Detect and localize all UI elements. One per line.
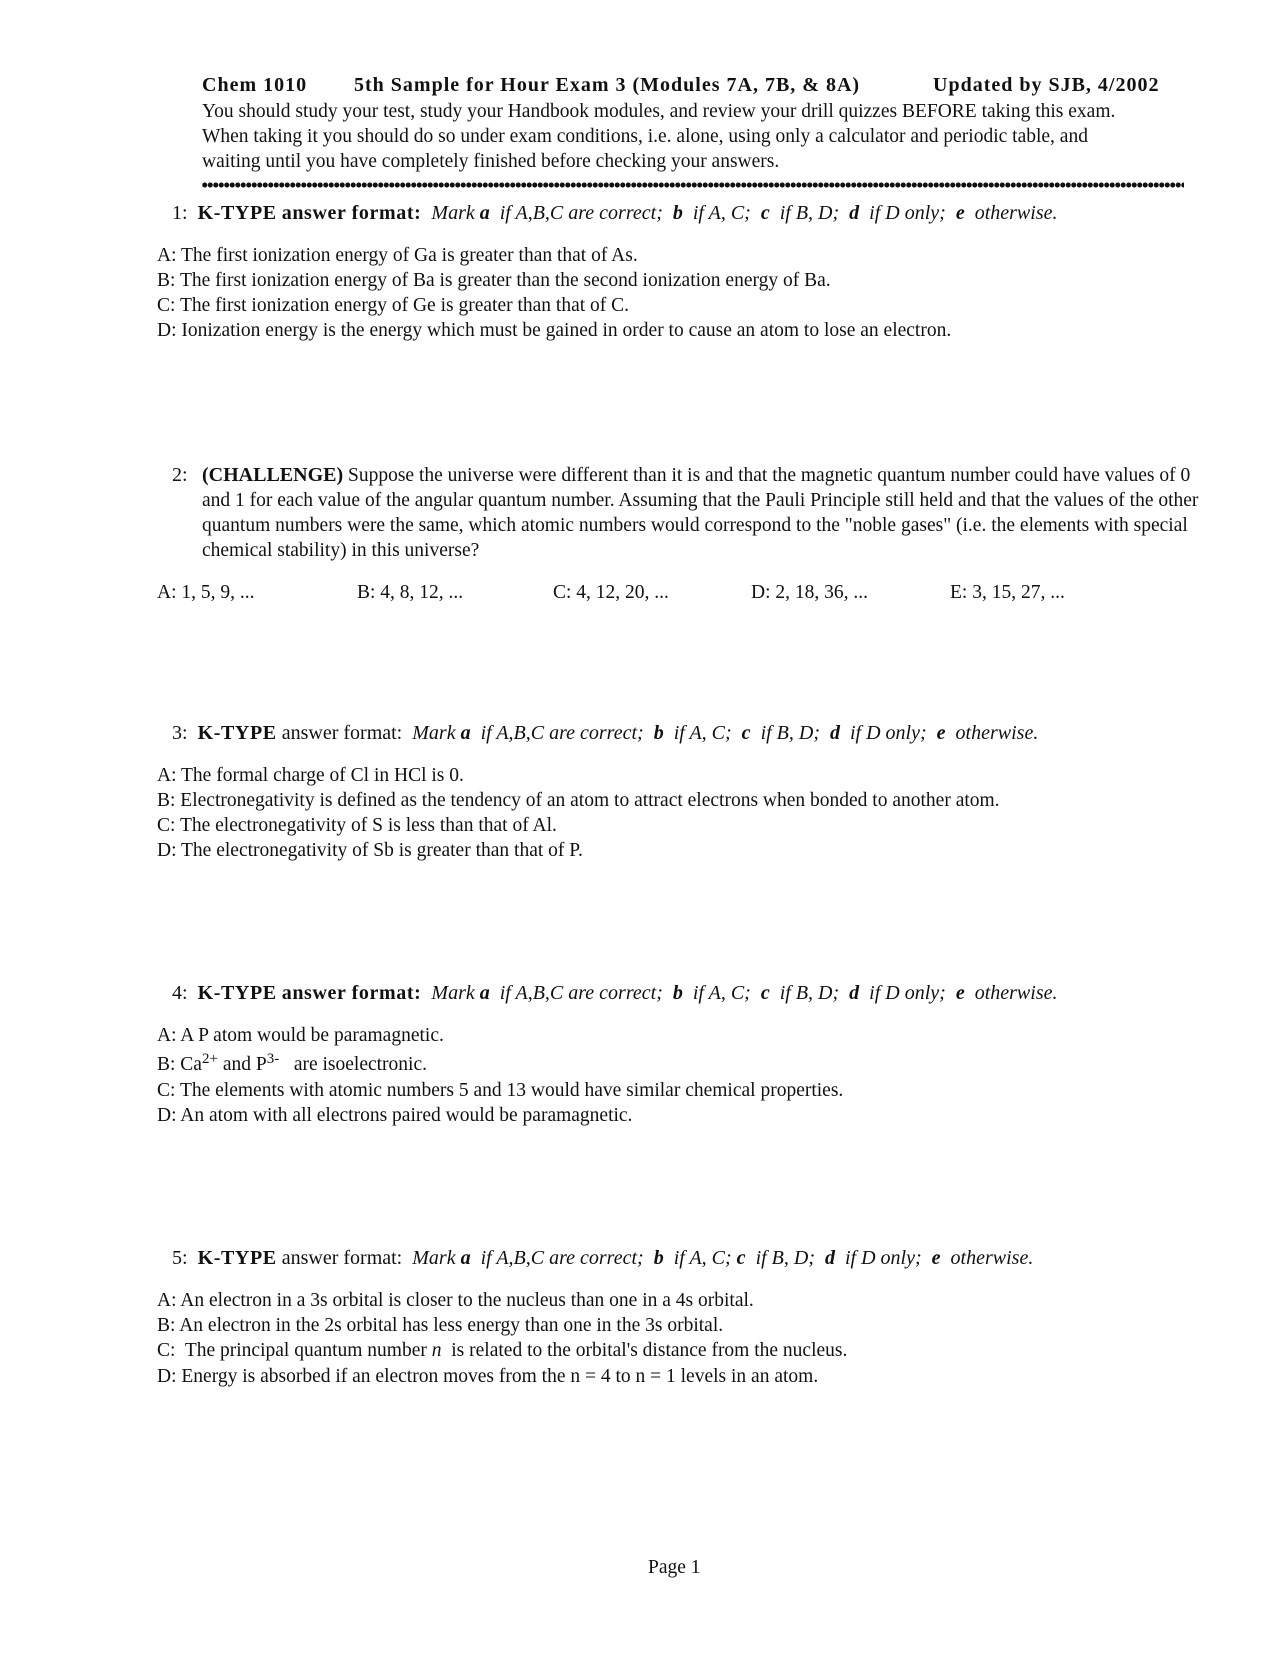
key-b: b [672,982,683,1004]
mark-word: Mark [412,1247,456,1269]
key-c-text: if B, D; [755,1247,815,1269]
key-e-text: otherwise. [955,722,1039,744]
key-e: e [955,982,965,1004]
key-c-text: if B, D; [779,982,840,1004]
key-b-text: if A, C; [673,1247,732,1269]
key-e: e [936,722,946,744]
key-b-text: if A, C; [673,722,732,744]
q3-option-a: A: The formal charge of Cl in HCl is 0. [157,765,464,786]
question-4-header [172,982,1057,1005]
key-b-text: if A, C; [692,202,751,224]
course-code: Chem 1010 [202,74,308,96]
key-e-text: otherwise. [950,1247,1034,1269]
q1-option-b: B: The first ionization energy of Ba is greater than the second ionization energy of Ba. [157,270,831,291]
question-2-text [202,463,1202,563]
calcium-charge: 2+ [201,1051,218,1067]
answer-format-label: answer format: [281,202,422,224]
q5-option-c-post: is related to the orbital's distance from the nucleus. [441,1340,848,1361]
page-number: Page 1 [648,1557,701,1578]
intro-line-3: waiting until you have completely finished before checking your answers. [202,151,780,172]
q1-option-d: D: Ionization energy is the energy which must be gained in order to cause an atom to lose an electron. [157,320,952,341]
q2-choice-b: B: 4, 8, 12, ... [357,582,464,603]
answer-format-label: answer format: [281,982,422,1004]
question-number: 1: [172,202,188,224]
q4-option-c: C: The elements with atomic numbers 5 and 13 would have similar chemical properties. [157,1080,844,1101]
key-a: a [460,1247,471,1269]
q5-option-b: B: An electron in the 2s orbital has less energy than one in the 3s orbital. [157,1315,724,1336]
q1-option-c: C: The first ionization energy of Ge is greater than that of C. [157,295,630,316]
key-d-text: if D only; [869,202,946,224]
q4-option-b [157,1052,427,1077]
q5-option-c [157,1338,847,1363]
key-e-text: otherwise. [974,982,1058,1004]
key-a-text: if A,B,C are correct; [480,1247,644,1269]
q2-choice-c: C: 4, 12, 20, ... [553,582,669,603]
update-note: Updated by SJB, 4/2002 [933,74,1160,96]
key-d: d [849,202,860,224]
q4-option-b-prefix: B: Ca [157,1054,202,1075]
quantum-number-n: n [431,1340,442,1361]
key-a-text: if A,B,C are correct; [499,202,663,224]
q5-option-c-pre: C: The principal quantum number [157,1340,432,1361]
answer-format-label: answer format: [281,722,403,744]
key-a-text: if A,B,C are correct; [480,722,644,744]
key-b: b [672,202,683,224]
key-e: e [931,1247,941,1269]
q1-option-a: A: The first ionization energy of Ga is greater than that of As. [157,245,638,266]
q3-option-c: C: The electronegativity of S is less than that of Al. [157,815,557,836]
key-d-text: if D only; [869,982,946,1004]
question-number: 5: [172,1247,188,1269]
key-a: a [479,202,490,224]
ktype-label: K-TYPE [197,1247,277,1269]
key-b-text: if A, C; [692,982,751,1004]
challenge-label: (CHALLENGE) [202,464,344,486]
q5-option-d: D: Energy is absorbed if an electron moves from the n = 4 to n = 1 levels in an atom. [157,1366,819,1387]
key-d-text: if D only; [845,1247,922,1269]
answer-format-label: answer format: [281,1247,403,1269]
q4-option-d: D: An atom with all electrons paired would be paramagnetic. [157,1105,633,1126]
key-a-text: if A,B,C are correct; [499,982,663,1004]
question-number: 4: [172,982,188,1004]
intro-line-1: You should study your test, study your Handbook modules, and review your drill quizzes BEFORE taking this exam. [202,101,1116,122]
phosphide-charge: 3- [266,1051,280,1067]
key-a: a [460,722,471,744]
q5-option-a: A: An electron in a 3s orbital is closer to the nucleus than one in a 4s orbital. [157,1290,754,1311]
q3-option-d: D: The electronegativity of Sb is greater than that of P. [157,840,583,861]
question-5-header [172,1247,1033,1270]
q2-choice-d: D: 2, 18, 36, ... [751,582,868,603]
key-c-text: if B, D; [760,722,820,744]
question-2-number: 2: [172,464,188,486]
key-e-text: otherwise. [974,202,1058,224]
question-3-header [172,722,1038,745]
mark-word: Mark [431,202,475,224]
question-1-header [172,202,1057,225]
key-a: a [479,982,490,1004]
key-e: e [955,202,965,224]
q3-option-b: B: Electronegativity is defined as the tendency of an atom to attract electrons when bonded to another atom. [157,790,1000,811]
mark-word: Mark [412,722,456,744]
key-d: d [830,722,840,744]
q2-choice-a: A: 1, 5, 9, ... [157,582,255,603]
key-c: c [736,1247,746,1269]
key-d: d [825,1247,835,1269]
key-c: c [760,202,770,224]
q4-option-a: A: A P atom would be paramagnetic. [157,1025,444,1046]
key-c: c [760,982,770,1004]
key-c-text: if B, D; [779,202,840,224]
intro-line-2: When taking it you should do so under exam conditions, i.e. alone, using only a calculator and periodic table, and [202,126,1088,147]
mark-word: Mark [431,982,475,1004]
key-b: b [653,1247,664,1269]
exam-title: 5th Sample for Hour Exam 3 (Modules 7A, 7B, & 8A) [354,74,861,96]
q2-choice-e: E: 3, 15, 27, ... [950,582,1065,603]
key-d: d [849,982,860,1004]
dotted-divider [202,180,1184,190]
ktype-label: K-TYPE [197,722,277,744]
ktype-label: K-TYPE [197,202,277,224]
key-b: b [653,722,664,744]
key-d-text: if D only; [850,722,927,744]
question-2-body: Suppose the universe were different than it is and that the magnetic quantum number could have values of 0 and 1 for each value of the angular quantum number. Assuming that the Pauli Principle still held and that the values of the other quantum numbers were the same, which atomic numbers would correspond to the "noble gases" (i.e. the elements with special chemical stability) in this universe? [202,465,1199,561]
q4-option-b-mid: and P [217,1054,267,1075]
ktype-label: K-TYPE [197,982,277,1004]
question-number: 3: [172,722,188,744]
q4-option-b-suffix: are isoelectronic. [279,1054,427,1075]
key-c: c [741,722,751,744]
